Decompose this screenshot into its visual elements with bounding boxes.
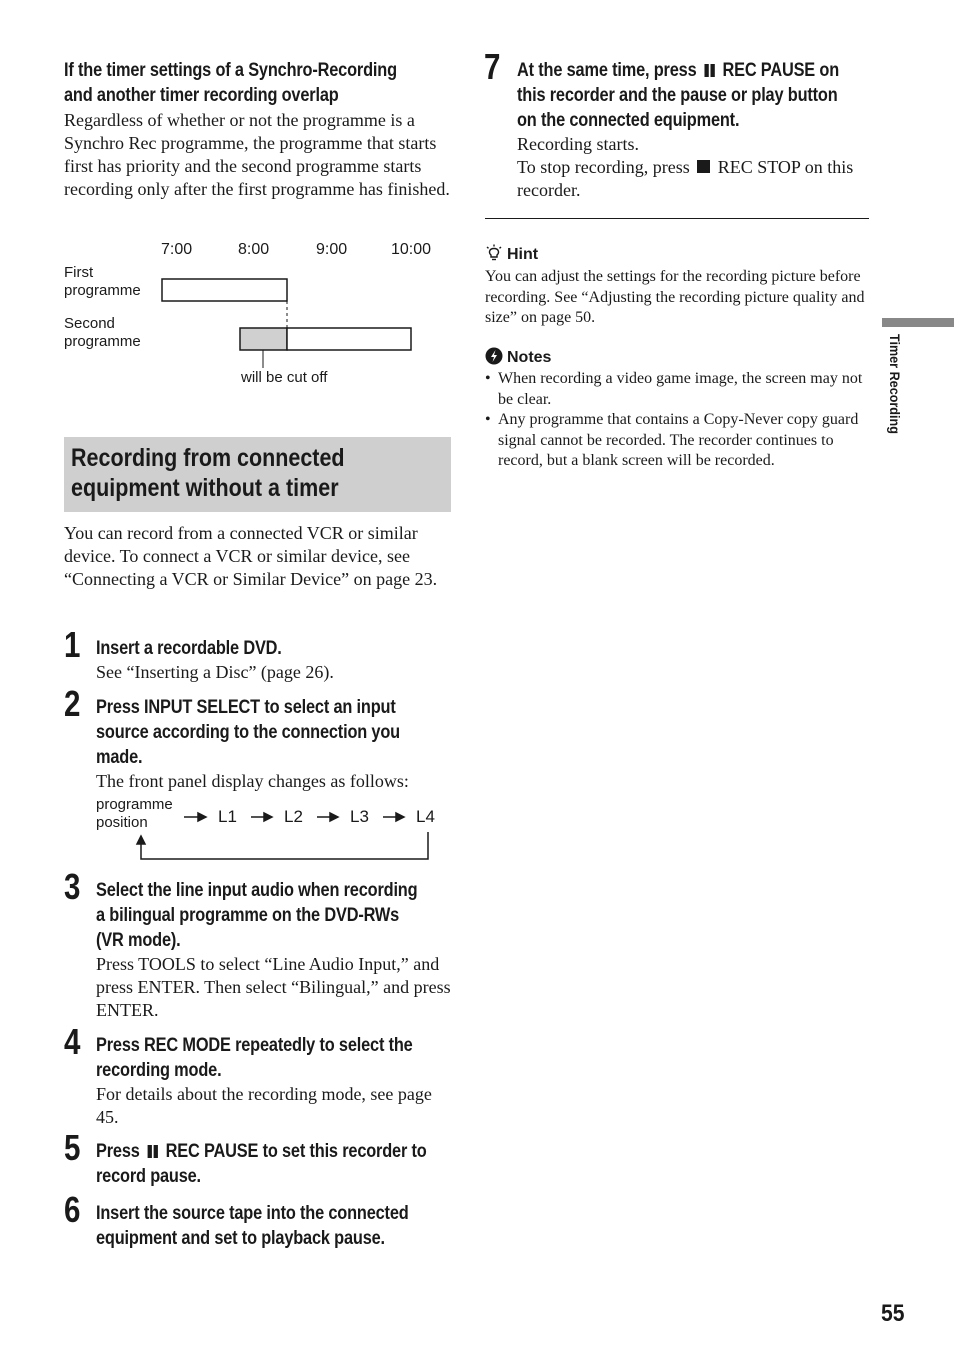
- section-intro: You can record from a connected VCR or similar device. To connect a VCR or similar device, see “Connecting a VCR or Similar Device” on page 23.: [64, 523, 438, 589]
- stop-icon: [697, 160, 710, 173]
- step-2-title: Press INPUT SELECT to select an input source according to the connection you made.: [96, 697, 400, 768]
- caution-icon: [485, 347, 503, 365]
- notes-label: Notes: [507, 349, 552, 366]
- second-programme-label: Second programme: [64, 315, 141, 350]
- step-number: 2: [64, 683, 81, 724]
- flow-item-l4: L4: [416, 807, 435, 826]
- flow-item-l3: L3: [350, 807, 369, 826]
- step-2-body: The front panel display changes as follows:: [96, 771, 409, 791]
- hint-label: Hint: [507, 246, 539, 263]
- tick-label: 9:00: [316, 241, 348, 258]
- overlap-body: Regardless of whether or not the programme is a Synchro Rec programme, the programme that starts first has priority and the second programme starts recording only after the first programme has finished.: [64, 110, 450, 199]
- lightbulb-icon: [485, 244, 503, 262]
- step-1-body: See “Inserting a Disc” (page 26).: [96, 662, 334, 682]
- step-4-body: For details about the recording mode, see page 45.: [96, 1084, 432, 1127]
- flow-start-label: programme position: [96, 796, 173, 831]
- section-heading-box: [64, 437, 451, 512]
- step-4-title: Press REC MODE repeatedly to select the recording mode.: [96, 1035, 413, 1081]
- step-1-title: Insert a recordable DVD.: [96, 638, 282, 659]
- input-flow-diagram: [96, 796, 446, 864]
- tick-label: 10:00: [391, 241, 432, 258]
- divider: [485, 218, 869, 219]
- step-7-body: Recording starts. To stop recording, press REC STOP on this recorder.: [517, 134, 854, 200]
- first-programme-bar: [162, 279, 287, 301]
- list-item: • Any programme that contains a Copy-Never copy guard signal cannot be recorded. The recorder continues to record, but a blank screen will be recorded.: [485, 410, 871, 472]
- pause-icon: [147, 1144, 159, 1158]
- side-tab-marker: [882, 318, 954, 327]
- flow-item-l2: L2: [284, 807, 303, 826]
- notes-list: [485, 369, 871, 472]
- step-number: 1: [64, 624, 81, 665]
- step-number: 7: [484, 46, 501, 87]
- section-title: Recording from connected equipment without a timer: [71, 444, 345, 502]
- step-5-title: Press REC PAUSE to set this recorder to record pause.: [96, 1141, 427, 1187]
- tick-label: 7:00: [161, 241, 193, 258]
- step-number: 5: [64, 1127, 81, 1168]
- hint-heading: [485, 244, 538, 264]
- cut-off-segment: [240, 328, 287, 350]
- side-tab-label: Timer Recording: [887, 334, 903, 434]
- tick-label: 8:00: [238, 241, 270, 258]
- step-number: 6: [64, 1189, 81, 1230]
- flow-arrows: [96, 796, 446, 864]
- step-number: 3: [64, 866, 81, 907]
- cut-off-label: will be cut off: [241, 369, 328, 386]
- step-3-body: Press TOOLS to select “Line Audio Input,” and press ENTER. Then select “Bilingual,” and press ENTER.: [96, 954, 451, 1020]
- step-3-title: Select the line input audio when recording a bilingual programme on the DVD-RWs (VR mode).: [96, 880, 418, 951]
- overlap-heading: If the timer settings of a Synchro-Recording and another timer recording overlap: [64, 60, 397, 106]
- second-programme-bar: [287, 328, 411, 350]
- flow-item-l1: L1: [218, 807, 237, 826]
- hint-body: You can adjust the settings for the recording picture before recording. See “Adjusting the recording picture quality and size” on page 50.: [485, 268, 865, 326]
- step-6-title: Insert the source tape into the connected equipment and set to playback pause.: [96, 1203, 409, 1249]
- pause-icon: [703, 63, 715, 77]
- notes-heading: [485, 347, 551, 367]
- first-programme-label: First programme: [64, 264, 141, 299]
- timeline-diagram: [64, 240, 450, 390]
- timeline-bars: [64, 240, 450, 390]
- step-number: 4: [64, 1021, 81, 1062]
- step-7-title: At the same time, press REC PAUSE on this recorder and the pause or play button on the connected equipment.: [517, 60, 840, 131]
- list-item: • When recording a video game image, the screen may not be clear.: [485, 369, 871, 410]
- page-number: 55: [881, 1300, 905, 1327]
